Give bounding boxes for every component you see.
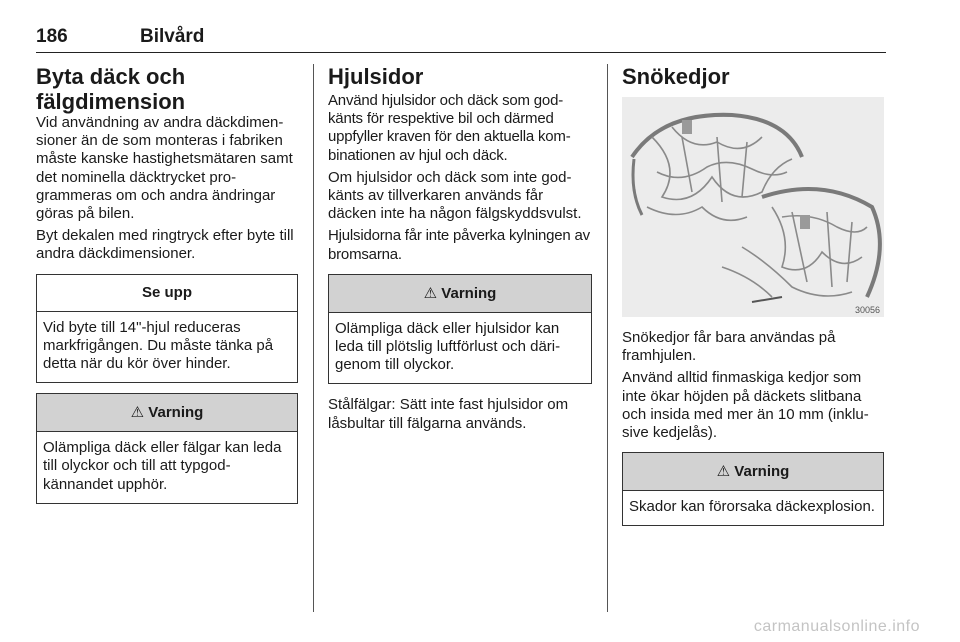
column-divider [313,64,314,612]
warning-box [622,452,884,526]
warning-icon: ⚠ [130,404,145,422]
snow-chain-illustration [622,97,884,317]
warning-icon: ⚠ [423,284,438,302]
warning-title: Varning [148,404,204,422]
warning-title: Varning [734,463,790,481]
column-divider [607,64,608,612]
page-header [36,26,886,53]
warning-text: Olämpliga däck eller fälgar kan leda till olyckor och till att typgodkännandet upphör. [43,439,282,493]
caution-title: Se upp [37,275,297,312]
figure-number: 30056 [854,305,880,315]
watermark: carmanualsonline.info [753,618,920,635]
paragraph: Använd hjulsidor och däck som godkänts för respektive bil och därmed uppfyller kraven för den aktuella kombinationen av hjul och däck. [328,92,571,164]
column-tire-dimension [36,64,298,504]
heading-wheel-covers: Hjulsidor [328,64,424,89]
section-title: Bilvård [140,26,205,47]
warning-icon: ⚠ [716,463,731,481]
paragraph: Vid användning av andra däckdimensioner än de som monteras i fabriken måste kanske hastighetsmätaren samt det nominella däcktrycket programmeras om och andra ändringar göras på bilen. [36,114,293,223]
paragraph: Om hjulsidor och däck som inte godkänts av tillverkaren används får däcken inte ha någon fälgskyddsvulst. [328,168,582,223]
warning-header [329,275,591,313]
caution-text: Vid byte till 14"-hjul reduceras markfrigången. Du måste tänka på detta när du kör över hinder. [43,318,274,373]
paragraph: Byt dekalen med ringtryck efter byte till andra däckdimensioner. [36,227,294,263]
heading-snow-chains: Snökedjor [622,64,730,89]
column-snow-chains [622,64,884,526]
warning-box [328,274,592,385]
caution-box [36,274,298,384]
paragraph: Snökedjor får bara användas på framhjulen. [622,329,836,365]
paragraph: Hjulsidorna får inte påverka kylningen av bromsarna. [328,227,590,263]
warning-box [36,393,298,504]
warning-text: Olämpliga däck eller hjulsidor kan leda till plötslig luftförlust och därigenom till olyckor. [335,319,561,374]
warning-title: Varning [441,284,497,302]
page-number: 186 [36,26,68,47]
snow-chain-drawing [622,97,884,317]
paragraph: Stålfälgar: Sätt inte fast hjulsidor om låsbultar till fälgarna används. [328,396,569,432]
warning-header [623,453,883,491]
column-wheel-covers [328,64,592,437]
warning-header [37,394,297,432]
warning-text: Skador kan förorsaka däckexplosion. [629,498,875,516]
paragraph: Använd alltid finmaskiga kedjor som inte ökar höjden på däckets slitbana och insida med mer än 10 mm (inklusive kedjelås). [622,369,869,442]
heading-tire-dimension: Byta däck och fälgdimension [36,64,186,114]
